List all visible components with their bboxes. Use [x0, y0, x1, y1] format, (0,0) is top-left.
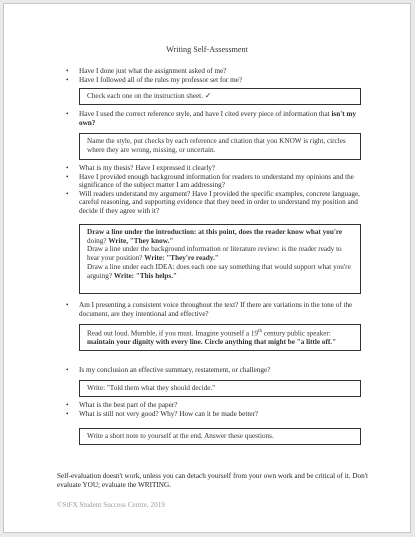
list-item: • Have I provided enough background information for readers to understand my opinions and the significance of the subject matter I am addressing?: [66, 172, 354, 190]
bullet-list-evaluation: [64, 401, 368, 418]
instruction-box-conclusion: Write: "Told them what they should decide.": [79, 380, 361, 397]
list-item: • What is my thesis? Have I expressed it clearly?: [66, 164, 216, 172]
bullet-list-assignment: [64, 67, 368, 84]
bullet-icon: •: [66, 75, 69, 84]
bullet-icon: •: [66, 301, 69, 309]
bullet-icon: •: [66, 67, 69, 75]
closing-paragraph: Self-evaluation doesn't work, unless you can detach yourself from your own work and be critical of it. Don't evaluate YOU; evaluate the WRITING.: [57, 472, 368, 489]
instruction-box-note: Write a short note to yourself at the end. Answer these questions.: [79, 428, 361, 445]
list-item: • Have I done just what the assignment asked of me?: [66, 67, 227, 75]
list-item: • Am I presenting a consistent voice throughout the text? If there are variations in the tone of the document, are they intentional and effective?: [66, 301, 353, 318]
bullet-icon: •: [66, 409, 69, 418]
page-title: Writing Self-Assessment: [166, 45, 248, 54]
instruction-box-check: Check each one on the instruction sheet. ✓: [79, 88, 361, 105]
bullet-list-voice: [64, 301, 368, 318]
copyright-footer: ©StFX Student Success Centre, 2019: [57, 501, 165, 509]
list-item: • Will readers understand my argument? Have I provided the specific examples, concrete language, careful reasoning, and supporting evidence that they need in order to understand my position and decide if they agree with it?: [66, 189, 360, 215]
list-item: • Is my conclusion an effective summary, restatement, or challenge?: [66, 366, 271, 374]
bullet-icon: •: [66, 172, 69, 181]
bullet-icon: •: [66, 110, 69, 118]
list-item: • What is the best part of the paper?: [66, 401, 178, 409]
bullet-list-thesis: [64, 164, 368, 216]
instruction-box-structure: Draw a line under the introduction: at this point, does the reader know what you're doing? Write, "They know." Draw a line under the background information or literature review: is the reader ready to hear your position? Write: "They're ready." Draw a line under each IDEA: does each one say something that would support what you're arguing? Write: "This helps.": [79, 224, 361, 294]
bullet-icon: •: [66, 164, 69, 172]
bullet-icon: •: [66, 189, 69, 198]
instruction-box-references: Name the style, put checks by each reference and citation that you KNOW is right, circles where they are wrong, missing, or uncertain.: [79, 133, 361, 160]
list-item: • Have I used the correct reference style, and have I cited every piece of information that isn't my own?: [66, 110, 356, 127]
checkmark-icon: ✓: [204, 91, 212, 100]
bullet-list-conclusion: [64, 366, 368, 375]
bullet-icon: •: [66, 366, 69, 374]
list-item: • Have I followed all of the rules my professor set for me?: [66, 75, 243, 84]
document-page: [3, 3, 411, 533]
instruction-box-read-aloud: Read out loud. Mumble, if you must. Imagine yourself a 19th century public speaker: maintain your dignity with every line. Circle anything that might be "a little off.": [79, 324, 361, 351]
bullet-list-reference: [64, 110, 368, 127]
list-item: • What is still not very good? Why? How can it be made better?: [66, 409, 259, 418]
bullet-icon: •: [66, 401, 69, 409]
